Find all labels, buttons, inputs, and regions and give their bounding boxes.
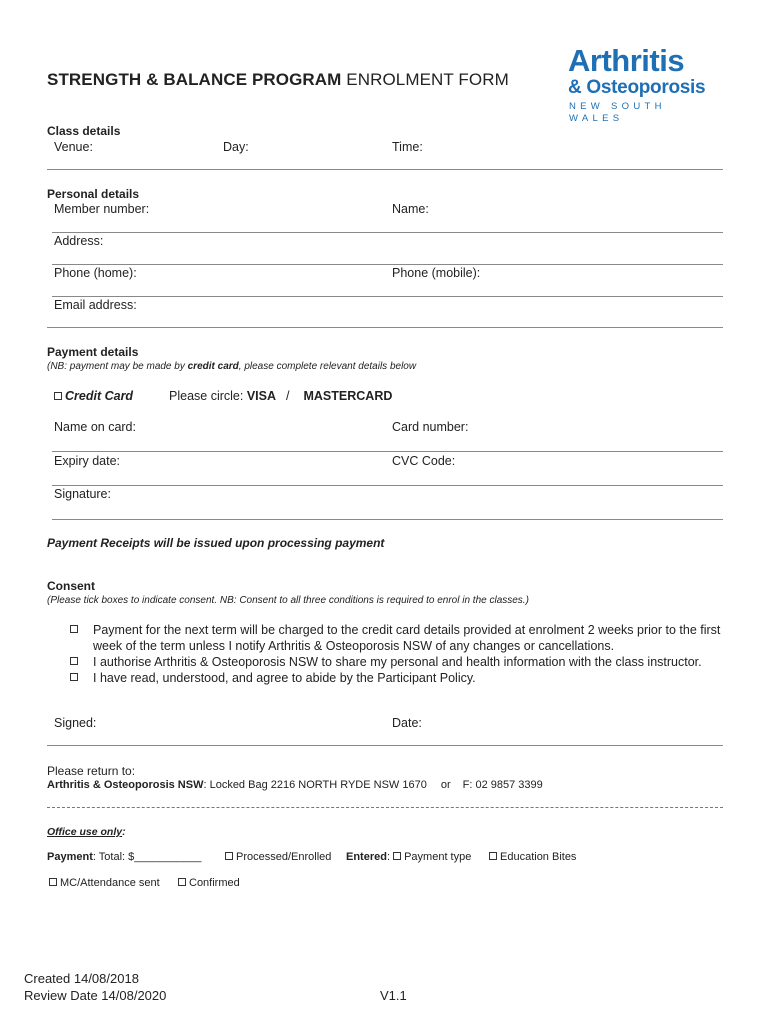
- time-label[interactable]: Time:: [392, 140, 423, 154]
- payment-type-checkbox[interactable]: [393, 852, 401, 860]
- consent-text-1: Payment for the next term will be charged to the credit card details provided at enrolment 2 weeks prior to the first week of the term unless I notify Arthritis & Osteoporosis NSW of any changes or cancellations.: [93, 623, 721, 653]
- divider: [52, 451, 723, 452]
- name-on-card-label[interactable]: Name on card:: [54, 420, 136, 434]
- expiry-date-label[interactable]: Expiry date:: [54, 454, 121, 468]
- consent-text-3: I have read, understood, and agree to abide by the Participant Policy.: [93, 671, 476, 685]
- visa-option[interactable]: VISA: [246, 389, 276, 403]
- return-address: Arthritis & Osteoporosis NSW: Locked Bag 2216 NORTH RYDE NSW 1670 or F: 02 9857 3399: [47, 779, 543, 791]
- email-label[interactable]: Email address:: [54, 298, 137, 312]
- page-title: [47, 70, 509, 90]
- venue-label[interactable]: Venue:: [54, 140, 93, 154]
- processed-checkbox[interactable]: [225, 852, 233, 860]
- signed-label[interactable]: Signed:: [54, 716, 97, 730]
- payment-details-heading: Payment details: [47, 345, 139, 359]
- return-fax: F: 02 9857 3399: [462, 779, 543, 791]
- office-payment-row: Payment: Total: $___________: [47, 851, 202, 863]
- consent-checkbox-2[interactable]: [70, 657, 78, 665]
- created-date: Created 14/08/2018: [24, 971, 139, 986]
- title-rest: ENROLMENT FORM: [341, 70, 509, 89]
- divider: [52, 519, 723, 520]
- day-label[interactable]: Day:: [223, 140, 249, 154]
- review-date: Review Date 14/08/2020: [24, 988, 167, 1003]
- divider: [47, 745, 723, 746]
- divider: [52, 264, 723, 265]
- divider: [47, 327, 723, 328]
- logo-line3: NEW SOUTH WALES: [569, 101, 666, 124]
- address-label[interactable]: Address:: [54, 234, 104, 248]
- credit-card-option[interactable]: [54, 389, 133, 403]
- card-type-select[interactable]: Please circle: VISA / MASTERCARD: [169, 389, 393, 403]
- phone-mobile-label[interactable]: Phone (mobile):: [392, 266, 481, 280]
- phone-home-label[interactable]: Phone (home):: [54, 266, 137, 280]
- title-bold: STRENGTH & BALANCE PROGRAM: [47, 70, 342, 89]
- entered-row: Entered: Payment type: [346, 851, 472, 863]
- divider: [47, 169, 723, 170]
- receipts-note: Payment Receipts will be issued upon processing payment: [47, 536, 385, 550]
- date-label[interactable]: Date:: [392, 716, 422, 730]
- logo-line1: Arthritis: [568, 43, 685, 78]
- organisation-logo: [568, 43, 726, 124]
- education-bites-checkbox[interactable]: [489, 852, 497, 860]
- education-bites-option[interactable]: Education Bites: [489, 851, 576, 863]
- consent-checkbox-1[interactable]: [70, 625, 78, 633]
- return-org: Arthritis & Osteoporosis NSW: [47, 779, 204, 791]
- consent-text-2: I authorise Arthritis & Osteoporosis NSW to share my personal and health information with the class instructor.: [93, 655, 702, 669]
- logo-line2: & Osteoporosis: [568, 77, 706, 98]
- divider: [52, 296, 723, 297]
- consent-heading: Consent: [47, 579, 95, 593]
- member-number-label[interactable]: Member number:: [54, 202, 150, 216]
- consent-checkbox-3[interactable]: [70, 673, 78, 681]
- personal-details-heading: Personal details: [47, 187, 140, 201]
- processed-option[interactable]: Processed/Enrolled: [225, 851, 331, 863]
- mastercard-option[interactable]: MASTERCARD: [303, 389, 393, 403]
- office-use-heading: Office use only:: [47, 826, 126, 838]
- card-number-label[interactable]: Card number:: [392, 420, 469, 434]
- divider: [52, 232, 723, 233]
- payment-note: (NB: payment may be made by credit card, please complete relevant details below: [47, 361, 417, 372]
- signature-label[interactable]: Signature:: [54, 487, 111, 501]
- divider: [52, 485, 723, 486]
- name-label[interactable]: Name:: [392, 202, 429, 216]
- mc-sent-option[interactable]: MC/Attendance sent: [49, 877, 160, 889]
- version-label: V1.1: [380, 988, 407, 1003]
- cvc-code-label[interactable]: CVC Code:: [392, 454, 456, 468]
- consent-note: (Please tick boxes to indicate consent. NB: Consent to all three conditions is required to enrol in the classes.): [47, 595, 529, 606]
- dashed-divider: [47, 807, 723, 808]
- return-label: Please return to:: [47, 764, 136, 778]
- mc-sent-checkbox[interactable]: [49, 878, 57, 886]
- office-total-field[interactable]: : Total: $___________: [92, 851, 202, 863]
- class-details-heading: Class details: [47, 124, 121, 138]
- confirmed-checkbox[interactable]: [178, 878, 186, 886]
- credit-card-checkbox[interactable]: [54, 392, 62, 400]
- credit-card-label: Credit Card: [65, 389, 134, 403]
- confirmed-option[interactable]: Confirmed: [178, 877, 240, 889]
